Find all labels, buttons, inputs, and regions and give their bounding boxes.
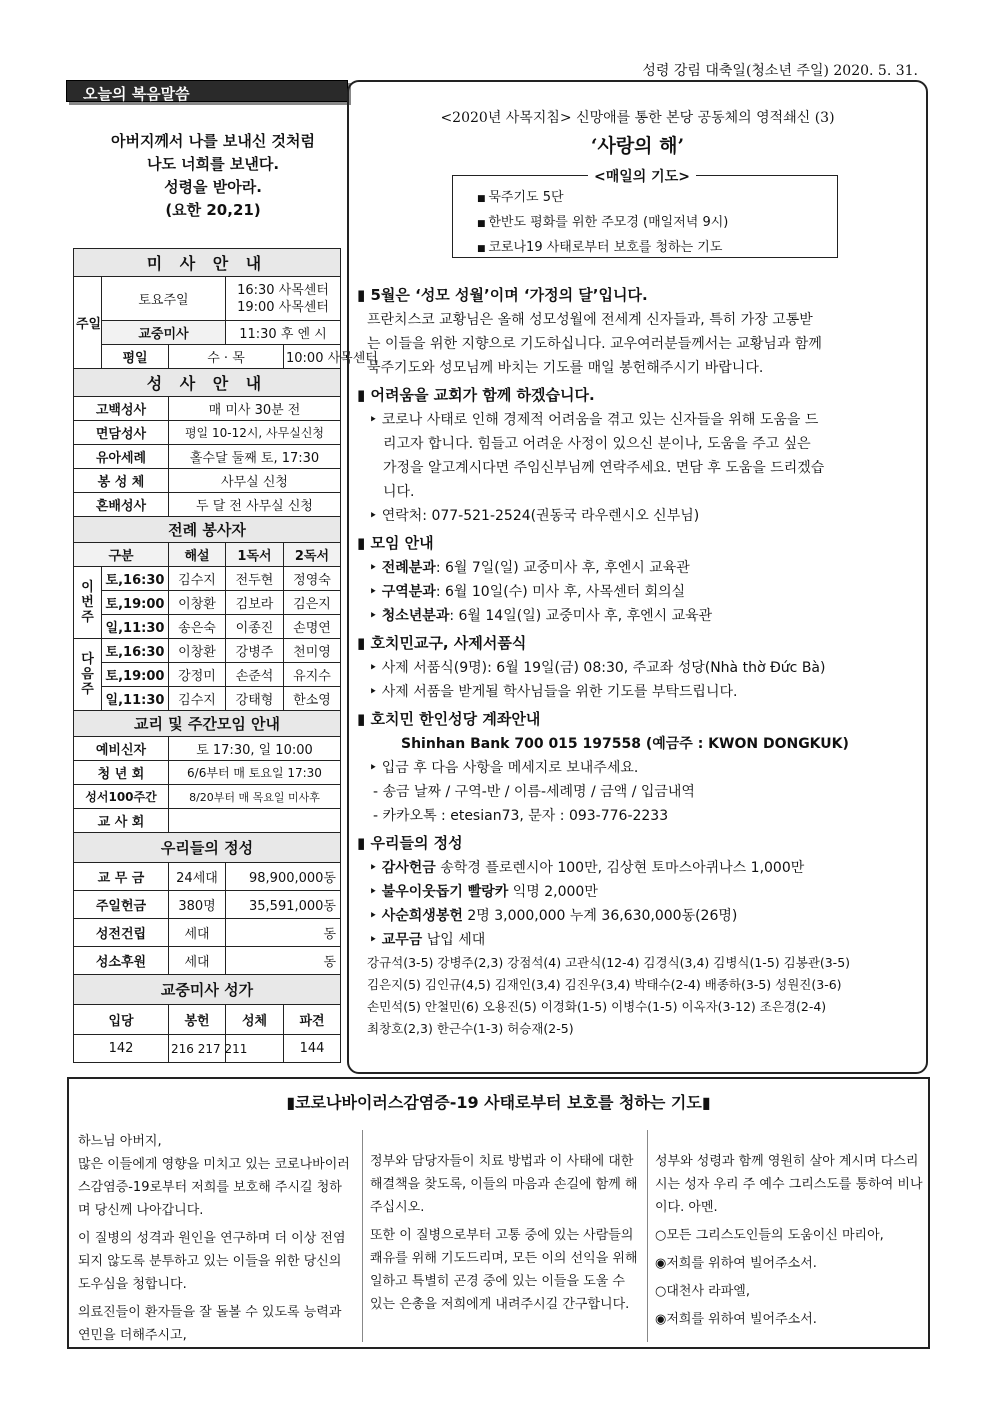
offering-type: 사순희생봉헌: [381, 908, 463, 924]
notice-text: ‣ 사제 서품을 받게될 학사님들을 위한 기도를 부탁드립니다.: [357, 680, 923, 704]
section-heading: ▮ 호치민교구, 사제서품식: [357, 630, 923, 656]
liturgy-header: 2독서: [284, 543, 341, 567]
liturgy-header: 해설: [169, 543, 226, 567]
liturgy-cell: 강병주: [226, 639, 284, 663]
edu-name: 성서100주간: [74, 785, 169, 809]
prayer-column-3: [655, 1150, 925, 1336]
offering-amount: 35,591,000동: [226, 891, 341, 919]
liturgy-header: 1독서: [226, 543, 284, 567]
edu-info: 6/6부터 매 토요일 17:30: [169, 761, 341, 785]
edu-name: 예비신자: [74, 737, 169, 761]
prayer-text: 하느님 아버지,: [78, 1134, 162, 1149]
meeting-name: 구역분과: [381, 584, 436, 600]
sacrament-info: 홀수달 둘째 토, 17:30: [169, 445, 341, 469]
offering-count: 세대: [169, 947, 226, 975]
info-table: [73, 248, 378, 1063]
offering-detail: 송학경 플로렌시아 100만, 김상현 토마스아퀴나스 1,000만: [435, 860, 805, 876]
hymn-value: 142: [74, 1035, 169, 1063]
hymn-header: 성체: [226, 1005, 284, 1035]
section-heading: ▮ 우리들의 정성: [357, 830, 923, 856]
next-week-label: 다음주: [74, 639, 102, 711]
meeting-info: : 6월 10일(수) 미사 후, 사목센터 회의실: [435, 584, 686, 600]
liturgy-cell: 손준석: [226, 663, 284, 687]
contact-text: ‣ 연락처: 077-521-2524(권동국 라우렌시오 신부님): [357, 504, 923, 528]
prayer-column-1: [78, 1130, 354, 1352]
prayer-text: 이 질병의 성격과 원인을 연구하며 더 이상 전염되지 않도록 분투하고 있는 이들을 위한 당신의 도우심을 청합니다.: [78, 1231, 346, 1292]
name-list: 강규석(3-5) 강병주(2,3) 강점석(4) 고관식(12-4) 김경식(3,4) 김병식(1-5) 김봉관(3-5): [367, 955, 851, 970]
meeting-info: : 6월 7일(일) 교중미사 후, 후엔시 교육관: [435, 560, 690, 576]
liturgy-cell: 김수지: [169, 567, 226, 591]
liturgy-cell: 유지수: [284, 663, 341, 687]
litany-line: ○대천사 라파엘,: [655, 1284, 750, 1299]
litany-line: ○모든 그리스도인들의 도움이신 마리아,: [655, 1228, 884, 1243]
liturgy-time: 일,11:30: [102, 615, 169, 639]
offering-type: 불우이웃돕기 빨랑카: [381, 884, 509, 900]
sacrament-name: 면담성사: [74, 421, 169, 445]
offering-name: 성소후원: [74, 947, 169, 975]
section-heading: ▮ 모임 안내: [357, 530, 923, 556]
sat-times: [226, 277, 341, 321]
gospel-heading: 오늘의 복음말씀: [66, 80, 348, 102]
meeting-info: : 6월 14일(일) 교중미사 후, 후엔시 교육관: [449, 608, 713, 624]
gospel-line: 성령을 받아라.: [164, 178, 262, 196]
prayer-text: 의료진들이 환자들을 잘 돌볼 수 있도록 능력과 연민을 더해주시고,: [78, 1305, 342, 1343]
offering-count: 380명: [169, 891, 226, 919]
offering-item: [357, 928, 923, 952]
hymn-value: 144: [284, 1035, 341, 1063]
sacrament-info: 두 달 전 사무실 신청: [169, 493, 341, 517]
column-divider: [647, 1130, 648, 1342]
prayer-text: 또한 이 질병으로부터 고통 중에 있는 사람들의 쾌유를 위해 기도드리며, 모든 이의 선익을 위해 일하고 특별히 곤경 중에 있는 이들을 도울 수 있는 은총을 저희에게 내려주시길 간구합니다.: [370, 1228, 638, 1312]
liturgy-cell: 전두현: [226, 567, 284, 591]
liturgy-cell: 김보라: [226, 591, 284, 615]
daily-prayer-box: [452, 175, 838, 258]
notice-text: - 송금 날짜 / 구역-반 / 이름-세례명 / 금액 / 입금내역: [373, 784, 695, 800]
offering-item: [357, 856, 923, 880]
sacrament-name: 혼배성사: [74, 493, 169, 517]
liturgy-cell: 김은지: [284, 591, 341, 615]
offering-name: 주일헌금: [74, 891, 169, 919]
offering-amount: 동: [226, 919, 341, 947]
liturgy-cell: 한소영: [284, 687, 341, 711]
offering-amount: 동: [226, 947, 341, 975]
gospel-line: 아버지께서 나를 보내신 것처럼: [110, 132, 316, 150]
offering-amount: 98,900,000동: [226, 863, 341, 891]
edu-name: 청 년 회: [74, 761, 169, 785]
name-list: 손민석(5) 안철민(6) 오용진(5) 이경화(1-5) 이병수(1-5) 이옥자(3-12) 조은경(2-4): [367, 999, 827, 1014]
notice-text: ‣ 사제 서품식(9명): 6월 19일(금) 08:30, 주교좌 성당(Nhà thờ Đức Bà): [357, 656, 923, 680]
notice-text: - 카카오톡 : etesian73, 문자 : 093-776-2233: [373, 808, 669, 824]
this-week-label: 이번주: [74, 567, 102, 639]
edu-info: [169, 809, 341, 833]
gospel-line: (요한 20,21): [165, 201, 261, 219]
sat-label: 토요주일: [102, 277, 226, 321]
section-heading: ▮ 호치민 한인성당 계좌안내: [357, 706, 923, 732]
offering-detail: 2명 3,000,000 누계 36,630,000동(26명): [462, 908, 738, 924]
hymn-header: 파견: [284, 1005, 341, 1035]
sat-time-2: 19:00 사목센터: [237, 299, 329, 315]
daily-prayer-item: ■ 한반도 평화를 위한 주모경 (매일저녁 9시): [477, 211, 837, 236]
offering-title: 우리들의 정성: [74, 833, 341, 863]
daily-prayer-title: <매일의 기도>: [588, 166, 696, 186]
meeting-item: [357, 556, 923, 580]
litany-line: ◉저희를 위하여 빌어주소서.: [655, 1256, 817, 1271]
gyo-time: 11:30 후 엔 시: [226, 321, 341, 345]
offering-count: 24세대: [169, 863, 226, 891]
liturgy-cell: 강정미: [169, 663, 226, 687]
notice-text: 리고자 합니다. 힘들고 어려운 사정이 있으신 분이나, 도움을 주고 싶은: [383, 436, 811, 452]
notice-text: 는 이들을 위한 지향으로 기도하십니다. 교우여러분들께서는 교황님과 함께: [367, 336, 822, 352]
name-list: 김은지(5) 김인규(4,5) 김재인(3,4) 김진우(3,4) 박태수(2-4) 배종하(3-5) 성원진(3-6): [367, 977, 842, 992]
notice-text: 프란치스코 교황님은 올해 성모성월에 전세계 신자들과, 특히 가장 고통받: [367, 312, 813, 328]
sunday-label: 주일: [74, 277, 102, 369]
prayer-title: ▮코로나바이러스감염증-19 사태로부터 보호를 청하는 기도▮: [286, 1093, 711, 1112]
offering-type: 교무금: [381, 932, 423, 948]
notice-text: 니다.: [383, 484, 415, 500]
liturgy-time: 토,19:00: [102, 591, 169, 615]
notice-text: ‣ 입금 후 다음 사항을 메세지로 보내주세요.: [357, 756, 923, 780]
sacrament-name: 고백성사: [74, 397, 169, 421]
weekday-label: 평일: [102, 345, 169, 369]
name-list: 최창호(2,3) 한근수(1-3) 허승재(2-5): [367, 1021, 574, 1036]
hymn-header: 입당: [74, 1005, 169, 1035]
liturgy-time: 토,16:30: [102, 567, 169, 591]
offering-item: [357, 880, 923, 904]
liturgy-time: 일,11:30: [102, 687, 169, 711]
sat-time-1: 16:30 사목센터: [237, 282, 329, 298]
liturgy-cell: 이창환: [169, 639, 226, 663]
liturgy-cell: 송은숙: [169, 615, 226, 639]
column-divider: [362, 1130, 363, 1342]
notice-text: 묵주기도와 성모님께 바치는 기도를 매일 봉헌해주시기 바랍니다.: [367, 360, 764, 376]
notice-text: 가정을 알고계시다면 주임신부님께 연락주세요. 면담 후 도움을 드리겠습: [383, 460, 825, 476]
hymn-value: 216 217 211: [169, 1035, 226, 1063]
prayer-text: 정부와 담당자들이 치료 방법과 이 사태에 대한 해결책을 찾도록, 이들의 마음과 손길에 함께 해주십시오.: [370, 1154, 638, 1215]
prayer-column-2: [370, 1150, 640, 1321]
sacrament-info: 매 미사 30분 전: [169, 397, 341, 421]
offering-count: 세대: [169, 919, 226, 947]
header-date: 성령 강림 대축일(청소년 주일) 2020. 5. 31.: [642, 63, 918, 79]
liturgy-time: 토,16:30: [102, 639, 169, 663]
daily-prayer-item: ■ 묵주기도 5단: [477, 186, 837, 211]
liturgy-header: 구분: [74, 543, 169, 567]
pastoral-guideline: <2020년 사목지침> 신망애를 통한 본당 공동체의 영적쇄신 (3): [440, 110, 835, 126]
mass-title: 미 사 안 내: [74, 249, 341, 277]
sacrament-info: 평일 10-12시, 사무실신청: [169, 421, 341, 445]
prayer-text: 많은 이들에게 영향을 미치고 있는 코로나바이러스감염증-19로부터 저희를 보호해 주시길 청하며 당신께 나아갑니다.: [78, 1157, 350, 1218]
weekday-time: 10:00 사목센터: [284, 345, 341, 369]
meeting-name: 청소년분과: [381, 608, 450, 624]
offering-item: [357, 904, 923, 928]
year-theme: ‘사랑의 해’: [590, 135, 685, 157]
edu-name: 교 사 회: [74, 809, 169, 833]
sacrament-info: 사무실 신청: [169, 469, 341, 493]
bank-account: Shinhan Bank 700 015 197558 (예금주 : KWON DONGKUK): [401, 736, 849, 752]
liturgy-cell: 이창환: [169, 591, 226, 615]
sacrament-name: 봉 성 체: [74, 469, 169, 493]
edu-info: 8/20부터 매 목요일 미사후: [169, 785, 341, 809]
sacrament-title: 성 사 안 내: [74, 369, 341, 397]
liturgy-cell: 천미영: [284, 639, 341, 663]
edu-info: 토 17:30, 일 10:00: [169, 737, 341, 761]
liturgy-title: 전례 봉사자: [74, 517, 341, 543]
offering-detail: 익명 2,000만: [508, 884, 598, 900]
liturgy-cell: 손명연: [284, 615, 341, 639]
section-heading: ▮ 어려움을 교회가 함께 하겠습니다.: [357, 382, 923, 408]
meeting-name: 전례분과: [381, 560, 436, 576]
sacrament-name: 유아세례: [74, 445, 169, 469]
section-heading: ▮ 5월은 ‘성모 성월’이며 ‘가정의 달’입니다.: [357, 282, 923, 308]
liturgy-cell: 강태형: [226, 687, 284, 711]
meeting-item: [357, 604, 923, 628]
notices: [357, 280, 923, 1040]
hymn-header: 봉헌: [169, 1005, 226, 1035]
litany-line: ◉저희를 위하여 빌어주소서.: [655, 1312, 817, 1327]
hymn-title: 교중미사 성가: [74, 975, 341, 1005]
gyo-label: 교중미사: [102, 321, 226, 345]
offering-name: 성전건립: [74, 919, 169, 947]
weekday-days: 수 · 목: [169, 345, 284, 369]
daily-prayer-item: ■ 코로나19 사태로부터 보호를 청하는 기도: [477, 236, 837, 261]
gospel-line: 나도 너희를 보낸다.: [146, 155, 280, 173]
notice-text: ‣ 코로나 사태로 인해 경제적 어려움을 겪고 있는 신자들을 위해 도움을 드: [357, 408, 923, 432]
liturgy-cell: 정영숙: [284, 567, 341, 591]
offering-detail: 납입 세대: [422, 932, 486, 948]
education-title: 교리 및 주간모임 안내: [74, 711, 341, 737]
liturgy-cell: 이종진: [226, 615, 284, 639]
meeting-item: [357, 580, 923, 604]
offering-type: 감사헌금: [381, 860, 436, 876]
liturgy-cell: 김수지: [169, 687, 226, 711]
offering-name: 교 무 금: [74, 863, 169, 891]
liturgy-time: 토,19:00: [102, 663, 169, 687]
gospel-verse: [74, 130, 352, 222]
prayer-text: 성부와 성령과 함께 영원히 살아 계시며 다스리시는 성자 우리 주 예수 그리스도를 통하여 비나이다. 아멘.: [655, 1154, 923, 1215]
